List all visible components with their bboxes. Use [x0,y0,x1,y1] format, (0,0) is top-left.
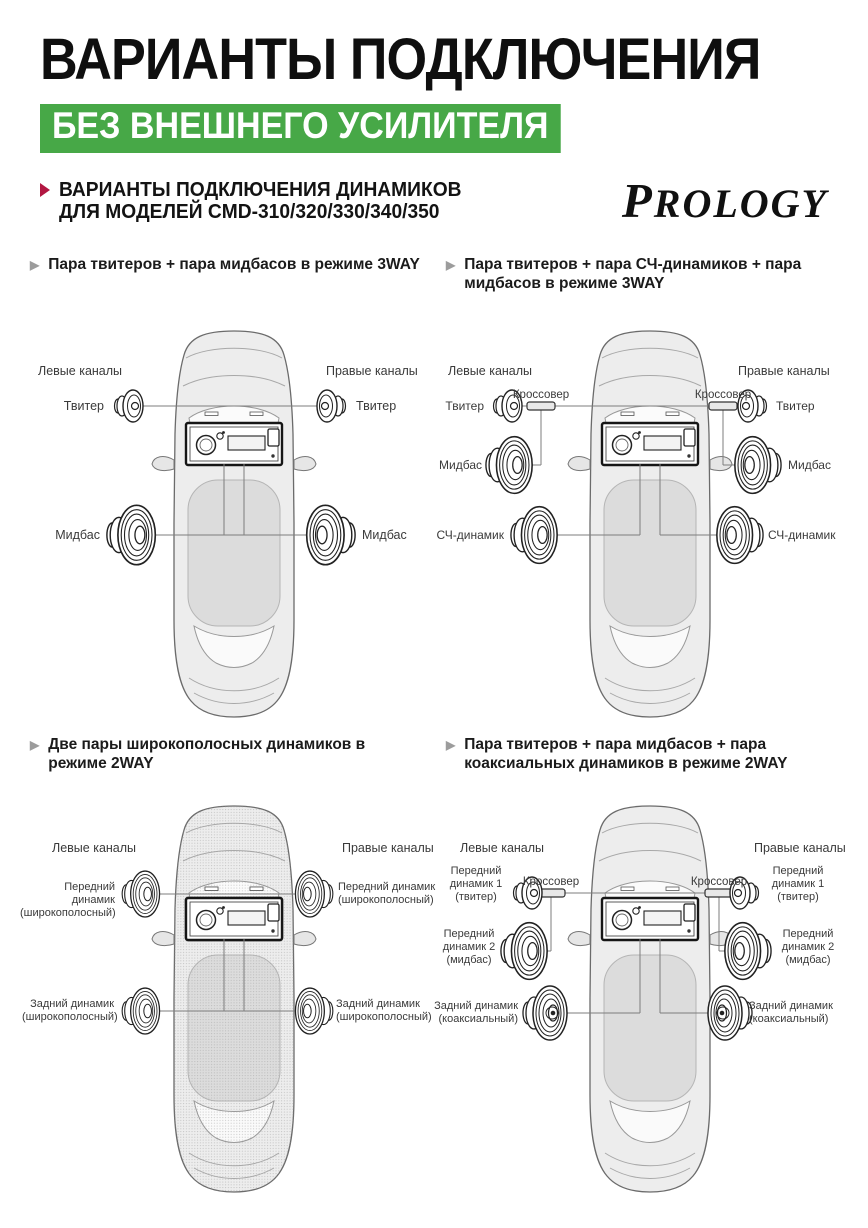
left-channels-label: Левые каналы [460,841,545,855]
label-rear-left: Задний динамик (коаксиальный) [434,1000,518,1025]
label-tweeter-right: Твитер [776,399,815,413]
red-arrow-icon [40,183,50,197]
car-diagram [30,318,442,740]
subtitle-line-2: ДЛЯ МОДЕЛЕЙ CMD-310/320/330/340/350 [59,201,440,223]
rear-speaker-icon-right [295,988,332,1034]
panel-heading-text: Пара твитеров + пара СЧ-динамиков + пара мидбасов в режиме 3WAY [464,256,802,292]
crossover-icon-left [527,402,555,410]
label-crossover-right: Кроссовер [690,876,748,888]
page-title: ВАРИАНТЫ ПОДКЛЮЧЕНИЯ [40,27,761,92]
label-midbass-left: Мидбас [439,458,482,472]
right-channels-label: Правые каналы [738,364,830,378]
label-tweeter-right: Твитер [356,399,397,413]
front-speaker-icon-left [122,871,159,917]
panel-heading-text: Пара твитеров + пара мидбасов + пара коаксиальных динамиков в режиме 2WAY [464,736,788,772]
car-diagram [20,793,442,1215]
label-front2-right: Передний динамик 2 (мидбас) [781,928,835,966]
subtitle-banner: БЕЗ ВНЕШНЕГО УСИЛИТЕЛЯ [40,104,560,153]
label-crossover-left: Кроссовер [512,389,570,401]
label-rear-right: Задний динамик (широкополосный) [336,998,432,1023]
car-diagram [436,318,858,740]
car-halftone-texture [174,806,294,1192]
label-front1-left: Передний динамик 1 (твитер) [449,865,503,903]
subtitle-line-1: ВАРИАНТЫ ПОДКЛЮЧЕНИЯ ДИНАМИКОВ [59,179,462,201]
rear-coax-icon-left [523,986,567,1040]
left-channels-label: Левые каналы [38,364,123,378]
panel-heading [30,256,442,275]
right-channels-label: Правые каналы [326,364,418,378]
label-front-left: Передний динамик (широкополосный) [20,881,116,919]
car-diagram [434,793,858,1215]
panel-heading-text: Пара твитеров + пара мидбасов в режиме 3WAY [48,256,420,273]
section-subtitle-text [59,179,461,223]
midrange-icon-right [717,507,763,564]
label-midbass-left: Мидбас [55,528,100,542]
midrange-icon-left [511,507,557,564]
right-channels-label: Правые каналы [342,841,434,855]
label-rear-right: Задний динамик (коаксиальный) [749,1000,833,1025]
rear-coax-icon-right [708,986,752,1040]
chevron-icon: ▶ [446,258,456,272]
midbass-icon-left [486,437,532,494]
crossover-icon-right [705,889,733,897]
midbass-icon-right [307,505,355,564]
midbass-icon-right [735,437,781,494]
label-tweeter-left: Твитер [63,399,104,413]
front-speaker-icon-right [295,871,332,917]
label-midbass-right: Мидбас [788,458,831,472]
label-front-right: Передний динамик (широкополосный) [338,881,436,906]
midbass-icon-left [107,505,155,564]
prology-logo: PROLOGY [621,173,828,228]
label-crossover-left: Кроссовер [522,876,580,888]
diagram-panel-fullrange-2way [20,736,442,1023]
label-midrange-left: СЧ-динамик [436,528,504,542]
diagram-panel-tweeter-midbass-coax-2way [434,736,858,1025]
section-subtitle [40,179,478,223]
label-rear-left: Задний динамик (широкополосный) [22,998,118,1023]
tweeter-icon-left [115,390,144,422]
front-midbass-icon-right [725,923,771,980]
chevron-icon: ▶ [30,258,40,272]
label-crossover-right: Кроссовер [694,389,752,401]
label-front1-right: Передний динамик 1 (твитер) [771,865,825,903]
front-midbass-icon-left [501,923,547,980]
tweeter-icon-right [317,390,346,422]
right-channels-label: Правые каналы [754,841,846,855]
crossover-icon-right [709,402,737,410]
chevron-icon: ▶ [446,738,456,752]
label-midbass-right: Мидбас [362,528,407,542]
label-front2-left: Передний динамик 2 (мидбас) [442,928,496,966]
diagram-panel-tweeter-midbass-3way [30,256,442,542]
panel-heading [446,736,858,774]
left-channels-label: Левые каналы [448,364,533,378]
rear-speaker-icon-left [122,988,159,1034]
panel-heading [30,736,442,774]
label-tweeter-left: Твитер [445,399,484,413]
label-midrange-right: СЧ-динамик [768,528,836,542]
car-top-view [152,331,316,717]
panel-heading-text: Две пары широкополосных динамиков в режиме 2WAY [48,736,366,772]
diagram-panel-tweeter-mid-midbass-3way [436,256,858,542]
car-top-view [568,806,732,1192]
chevron-icon: ▶ [30,738,40,752]
panel-heading [446,256,858,294]
left-channels-label: Левые каналы [52,841,137,855]
